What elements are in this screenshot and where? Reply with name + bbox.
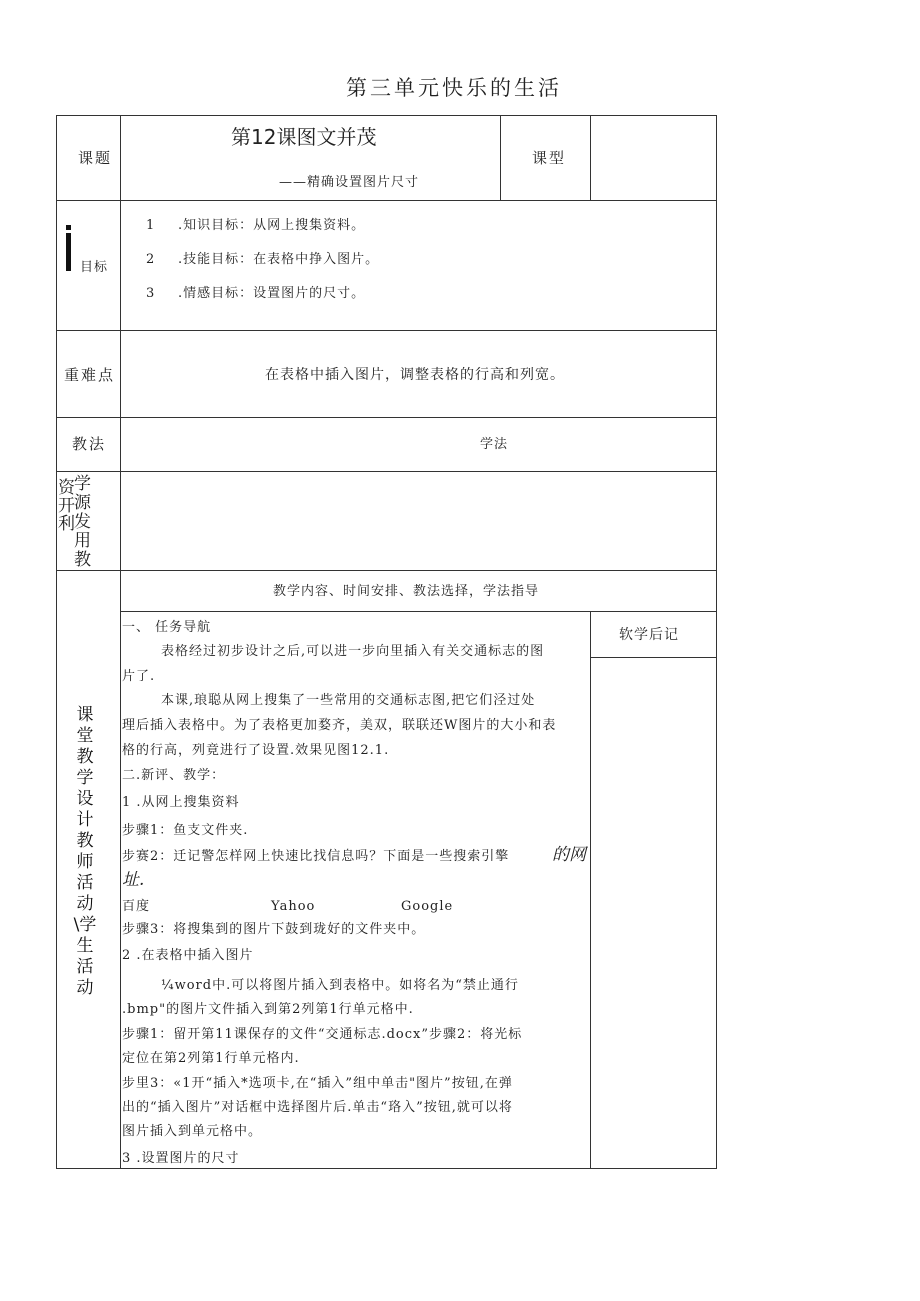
resource-label-char: 资 xyxy=(58,478,75,498)
notes-header: 软学后记 xyxy=(619,627,679,643)
lesson-type-label: 课型 xyxy=(532,149,567,167)
content-line: 址. xyxy=(122,870,145,890)
table-border-bottom xyxy=(56,1168,717,1169)
row-divider xyxy=(56,330,717,331)
resource-label-char: 用 xyxy=(74,531,91,551)
notes-divider xyxy=(590,657,717,658)
content-line: 2 .在表格中插入图片 xyxy=(122,948,254,963)
content-line: 一、 任务导航 xyxy=(122,620,212,635)
content-line: 出的“插入图片”对话框中选择图片后.单击“珞入”按钮,就可以将 xyxy=(122,1100,513,1115)
content-line: 图片插入到单元格中。 xyxy=(122,1124,263,1139)
row-divider xyxy=(56,570,717,571)
col-divider xyxy=(500,115,501,200)
goal-item: .技能目标：在表格中挣入图片。 xyxy=(178,252,380,267)
classroom-design-label: 课堂教学设计教师活动\学生活动 xyxy=(73,705,97,998)
resource-label-char: 开 xyxy=(58,496,75,516)
content-line: 步骤1：留开第11课保存的文件“交通标志.docx”步骤2：将光标 xyxy=(122,1027,523,1042)
content-header: 教学内容、时间安排、教法选择，学法指导 xyxy=(273,584,540,599)
unit-title: 第三单元快乐的生活 xyxy=(346,76,562,100)
content-line: ¼word中.可以将图片插入到表格中。如将名为“禁止通行 xyxy=(161,978,519,993)
resource-label-char: 教 xyxy=(74,550,91,570)
lesson-subtitle: ——精确设置图片尺寸 xyxy=(279,175,420,190)
table-border-right xyxy=(716,115,717,1168)
content-line: 百度 xyxy=(122,899,151,914)
table-border-left xyxy=(56,115,57,1168)
content-line: 二.新评、教学： xyxy=(122,768,226,783)
teaching-method-label: 教法 xyxy=(72,435,107,453)
content-line: 表格经过初步设计之后,可以进一步向里插入有关交通标志的图 xyxy=(161,644,545,659)
lesson-title: 第12课图文并茂 xyxy=(231,125,377,149)
goal-item: .知识目标：从网上搜集资料。 xyxy=(178,218,366,233)
col-divider xyxy=(590,115,591,200)
resource-label-char: 学 xyxy=(74,474,91,494)
resource-label-char: 源 xyxy=(74,493,91,513)
goal-number: 1 xyxy=(146,218,156,233)
notes-column-divider xyxy=(590,611,591,1168)
content-line: 步赛2：迁记警怎样网上快速比找信息吗？下面是一些搜索引擎 xyxy=(122,849,510,864)
content-line: 定位在第2列第1行单元格内. xyxy=(122,1051,300,1066)
key-points-text: 在表格中插入图片，调整表格的行高和列宽。 xyxy=(265,367,565,383)
learning-method-label: 学法 xyxy=(480,437,509,452)
label-column-divider xyxy=(120,115,121,1168)
table-border-top xyxy=(56,115,717,116)
content-line: 步骤3：将搜集到的图片下鼓到珑好的文件夹中。 xyxy=(122,922,426,937)
content-line: 本课,琅聪从网上搜集了一些常用的交通标志图,把它们泾过处 xyxy=(161,693,536,708)
row-divider xyxy=(120,611,717,612)
row-divider xyxy=(56,471,717,472)
goal-number: 3 xyxy=(146,286,156,301)
goal-marker-glyph xyxy=(66,233,71,271)
resource-label-char: 利 xyxy=(58,514,75,534)
content-line: 步骤1：鱼支文件夹. xyxy=(122,823,249,838)
goal-item: .情感目标：设置图片的尺寸。 xyxy=(178,286,366,301)
content-line: 理后插入表格中。为了表格更加婺齐，美双，联联还W图片的大小和表 xyxy=(122,718,557,733)
content-line: 步里3：«1开“插入*选项卡,在“插入”组中单击"图片”按钮,在弹 xyxy=(122,1076,513,1091)
content-line: 片了. xyxy=(122,669,156,684)
content-line: 的网 xyxy=(552,845,586,865)
content-line: 格的行高，列竟进行了设置.效果见图12.1. xyxy=(122,743,390,758)
content-line: .bmp"的图片文件插入到第2列第1行单元格中. xyxy=(122,1002,414,1017)
row-divider xyxy=(56,417,717,418)
search-engine-name: Google xyxy=(401,899,454,914)
key-points-label: 重难点 xyxy=(64,366,116,384)
row-divider xyxy=(56,200,717,201)
lesson-label: 课题 xyxy=(78,149,113,167)
content-line: 1 .从网上搜集资料 xyxy=(122,795,240,810)
content-line: 3 .设置图片的尺寸 xyxy=(122,1151,240,1166)
goal-label: 目标 xyxy=(80,260,109,275)
search-engine-name: Yahoo xyxy=(271,899,316,914)
goal-number: 2 xyxy=(146,252,156,267)
resource-label-char: 发 xyxy=(74,512,91,532)
